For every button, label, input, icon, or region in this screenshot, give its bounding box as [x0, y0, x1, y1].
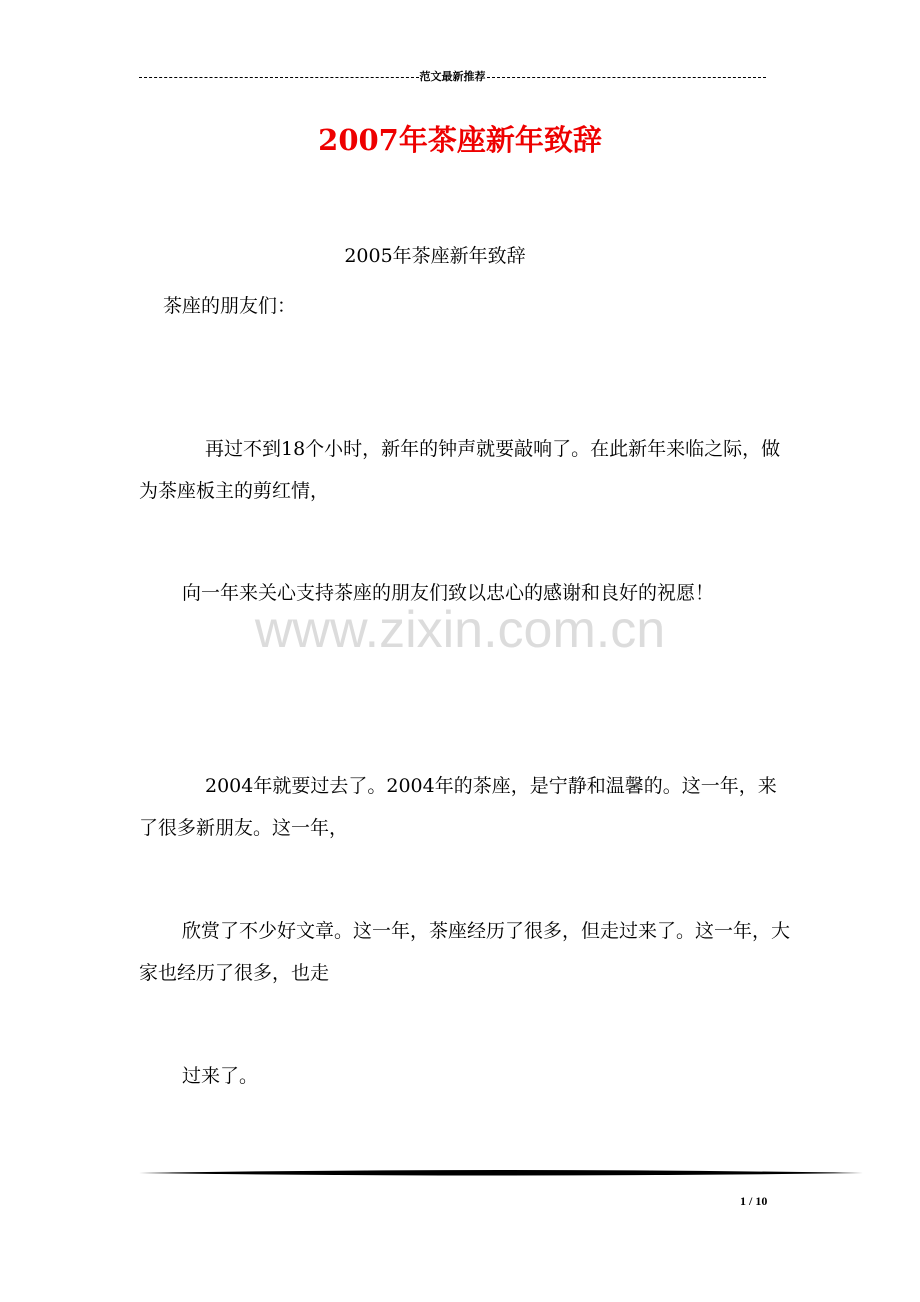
paragraph: 再过不到18个小时，新年的钟声就要敲响了。在此新年来临之际，做为茶座板主的剪红情， [139, 438, 781, 502]
page-header [139, 70, 766, 84]
salutation: 茶座的朋友们： [163, 295, 297, 317]
paragraph: 2004年就要过去了。2004年的茶座，是宁静和温馨的。这一年，来了很多新朋友。这一年， [139, 775, 777, 839]
paragraph: 过来了。 [182, 1065, 259, 1087]
watermark-text: www.zixin.com.cn [254, 601, 666, 659]
header-dash-left [139, 77, 419, 78]
document-title: 2007年茶座新年致辞 [318, 123, 602, 157]
footer-rule [139, 1166, 863, 1180]
paragraph: 向一年来关心支持茶座的朋友们致以忠心的感谢和良好的祝愿！ [182, 582, 715, 604]
header-dash-right [487, 77, 767, 78]
header-label: 范文最新推荐 [419, 70, 486, 83]
page-number: 1 / 10 [740, 1194, 768, 1208]
document-subtitle: 2005年茶座新年致辞 [344, 245, 526, 267]
paragraph: 欣赏了不少好文章。这一年，茶座经历了很多，但走过来了。这一年，大家也经历了很多，也走 [139, 920, 791, 984]
